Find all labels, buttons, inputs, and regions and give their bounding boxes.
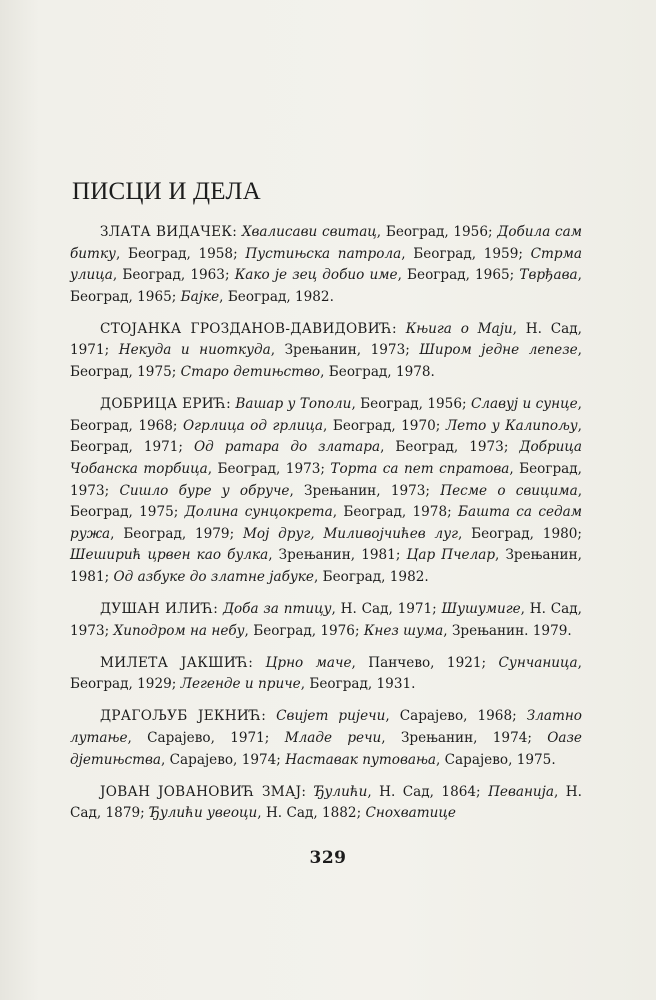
- work-title: Певанија: [488, 783, 555, 800]
- work-title: Сунчаница: [498, 654, 578, 671]
- work-title: Златно лутање: [70, 708, 582, 746]
- author-name: ДОБРИЦА ЕРИЋ:: [100, 396, 231, 413]
- author-name: ЗЛАТА ВИДАЧЕК:: [100, 224, 238, 240]
- bibliography-list: [70, 222, 582, 835]
- work-title: Башта са седам ружа: [70, 504, 582, 542]
- work-title: Књига о Маји: [405, 320, 513, 337]
- publication-info: Зрењанин, 1973: [284, 342, 406, 359]
- publication-info: Београд, 1970: [332, 417, 436, 434]
- work-title: Вашар у Тополи: [235, 396, 352, 413]
- author-name: ЈОВАН ЈОВАНОВИЋ ЗМАЈ:: [100, 783, 307, 800]
- bibliography-entry: ДРАГОЉУБ ЈЕКНИЋ: Свијет ријечи, Сарајево, 1968; Златно лутање, Сарајево, 1971; Младе речи, Зрењанин, 1974; Оазе дјетињства, Сарајево, 1974; Наставак путовања, Сарајево, 1975.: [70, 708, 582, 768]
- publication-info: Сарајево, 1968: [399, 708, 513, 725]
- work-title: Од азбуке до златне јабуке: [113, 568, 314, 585]
- work-title: Снохватице: [365, 805, 456, 822]
- publication-info: Н. Сад, 1864: [379, 783, 477, 800]
- publication-info: Сарајево, 1974: [169, 751, 277, 768]
- publication-info: Н. Сад, 1973: [70, 601, 582, 639]
- work-title: Оазе дјетињства: [70, 729, 582, 768]
- publication-info: Београд, 1982: [322, 568, 425, 585]
- work-title: Црно маче: [265, 654, 352, 671]
- publication-info: Београд, 1963: [122, 267, 225, 284]
- bibliography-entry: СТОЈАНКА ГРОЗДАНОВ-ДАВИДОВИЋ: Књига о Маји, Н. Сад, 1971; Некуда и ниоткуда, Зрењанин, 1973; Широм једне лепезе, Београд, 1975; Старо детињство, Београд, 1978.: [70, 320, 582, 381]
- publication-info: Београд, 1965: [407, 267, 510, 284]
- publication-info: Београд, 1958: [127, 245, 234, 262]
- publication-info: Београд, 1980: [471, 525, 578, 542]
- bibliography-entry: МИЛЕТА ЈАКШИЋ: Црно маче, Панчево, 1921; Сунчаница, Београд, 1929; Легенде и приче, Београд, 1931.: [70, 654, 582, 693]
- author-name: ДРАГОЉУБ ЈЕКНИЋ:: [100, 708, 267, 725]
- work-title: Доба за птицу: [222, 601, 332, 617]
- work-title: Некуда и ниоткуда: [118, 342, 271, 359]
- page-number: 329: [309, 848, 347, 868]
- publication-info: Београд, 1956: [385, 224, 488, 240]
- publication-info: Зрењанин, 1981: [70, 547, 582, 585]
- work-title: Торта са пет спратова: [330, 460, 510, 477]
- work-title: Долина сунцокрета: [184, 504, 333, 521]
- work-title: Добрица Чобанска торбица: [70, 439, 582, 477]
- work-title: Песме о свицима: [440, 482, 578, 499]
- work-title: Мој друг, Миливојчићев луг: [243, 525, 458, 542]
- work-title: Наставак путовања: [285, 751, 436, 768]
- bibliography-entry: ЈОВАН ЈОВАНОВИЋ ЗМАЈ: Ђулићи, Н. Сад, 1864; Певанија, Н. Сад, 1879; Ђулићи увеоци, Н. Сад, 1882; Снохватице: [70, 783, 582, 822]
- publication-info: Београд, 1979: [123, 525, 230, 542]
- publication-info: Београд, 1931: [309, 676, 412, 693]
- publication-info: Сарајево, 1975: [444, 751, 552, 768]
- work-title: Од ратара до златара: [194, 439, 381, 456]
- work-title: Цар Пчелар: [406, 547, 496, 564]
- work-title: Широм једне лепезе: [419, 342, 578, 359]
- work-title: Хвалисави свитац: [241, 224, 377, 240]
- work-title: Шеширић црвен као булка: [70, 547, 269, 564]
- publication-info: Зрењанин, 1973: [304, 482, 426, 499]
- work-title: Стрма улица: [70, 245, 582, 284]
- publication-info: Београд, 1959: [413, 245, 519, 262]
- work-title: Сишло буре у обруче: [119, 482, 290, 499]
- publication-info: Н. Сад, 1879: [70, 783, 582, 822]
- work-title: Бајке: [180, 288, 220, 305]
- publication-info: Н. Сад, 1882: [265, 805, 357, 822]
- bibliography-entry: ДУШАН ИЛИЋ: Доба за птицу, Н. Сад, 1971; Шушумиге, Н. Сад, 1973; Хиподром на небу, Београд, 1976; Кнез шума, Зрењанин. 1979.: [70, 601, 582, 639]
- bibliography-entry: ЗЛАТА ВИДАЧЕК: Хвалисави свитац, Београд, 1956; Добила сам битку, Београд, 1958; Пустињска патрола, Београд, 1959; Стрма улица, Београд, 1963; Како је зец добио име, Београд, 1965; Тврђава, Београд, 1965; Бајке, Београд, 1982.: [70, 224, 583, 305]
- work-title: Како је зец добио име: [234, 267, 398, 284]
- work-title: Шушумиге: [441, 601, 521, 617]
- publication-info: Београд, 1929: [70, 676, 172, 693]
- publication-info: Београд, 1978: [328, 364, 431, 381]
- page-title: ПИСЦИ И ДЕЛА: [72, 178, 261, 205]
- publication-info: Београд, 1968: [70, 417, 173, 434]
- publication-info: Сарајево, 1971: [147, 729, 265, 746]
- work-title: Ђулићи увеоци: [149, 805, 258, 822]
- work-title: Тврђава: [519, 267, 578, 284]
- work-title: Свијет ријечи: [276, 708, 386, 725]
- work-title: Кнез шума: [363, 622, 444, 639]
- work-title: Огрлица од грлица: [182, 417, 324, 434]
- work-title: Добила сам битку: [70, 224, 583, 262]
- publication-info: Београд, 1965: [70, 288, 172, 305]
- work-title: Старо детињство: [180, 364, 321, 381]
- work-title: Славуј и сунце: [470, 396, 578, 413]
- work-title: Легенде и приче: [180, 676, 301, 693]
- publication-info: Н. Сад, 1971: [70, 320, 582, 359]
- work-title: Пустињска патрола: [245, 245, 402, 262]
- publication-info: Београд, 1971: [70, 439, 179, 456]
- publication-info: Београд, 1975: [70, 364, 172, 381]
- publication-info: Београд, 1978: [343, 504, 448, 521]
- publication-info: Београд, 1976: [253, 622, 355, 639]
- publication-info: Зрењанин, 1974: [400, 729, 528, 746]
- work-title: Младе речи: [284, 729, 382, 746]
- publication-info: Београд, 1982: [227, 288, 330, 305]
- publication-info: Београд, 1975: [70, 504, 174, 521]
- publication-info: Панчево, 1921: [368, 654, 482, 671]
- publication-info: Београд, 1956: [360, 396, 462, 413]
- publication-info: Београд, 1973: [70, 460, 582, 499]
- publication-info: Зрењанин, 1981: [278, 547, 396, 564]
- publication-info: Н. Сад, 1971: [340, 601, 433, 617]
- work-title: Ђулићи: [313, 783, 368, 800]
- publication-info: Београд, 1973: [395, 439, 504, 456]
- work-title: Лето у Калипољу: [445, 417, 578, 434]
- publication-info: Зрењанин. 1979: [451, 622, 568, 639]
- author-name: СТОЈАНКА ГРОЗДАНОВ-ДАВИДОВИЋ:: [100, 320, 397, 337]
- author-name: ДУШАН ИЛИЋ:: [100, 601, 219, 617]
- author-name: МИЛЕТА ЈАКШИЋ:: [100, 654, 254, 671]
- publication-info: Београд, 1973: [217, 460, 321, 477]
- bibliography-entry: ДОБРИЦА ЕРИЋ: Вашар у Тополи, Београд, 1956; Славуј и сунце, Београд, 1968; Огрлица од грлица, Београд, 1970; Лето у Калипољу, Београд, 1971; Од ратара до златара, Београд, 1973; Добрица Чобанска торбица, Београд, 1973; Торта са пет спратова, Београд, 1973; Сишло буре у обруче, Зрењанин, 1973; Песме о свицима, Београд, 1975; Долина сунцокрета, Београд, 1978; Башта са седам ружа, Београд, 1979; Мој друг, Миливојчићев луг, Београд, 1980; Шеширић црвен као булка, Зрењанин, 1981; Цар Пчелар, Зрењанин, 1981; Од азбуке до златне јабуке, Београд, 1982.: [70, 396, 583, 585]
- work-title: Хиподром на небу: [113, 622, 245, 639]
